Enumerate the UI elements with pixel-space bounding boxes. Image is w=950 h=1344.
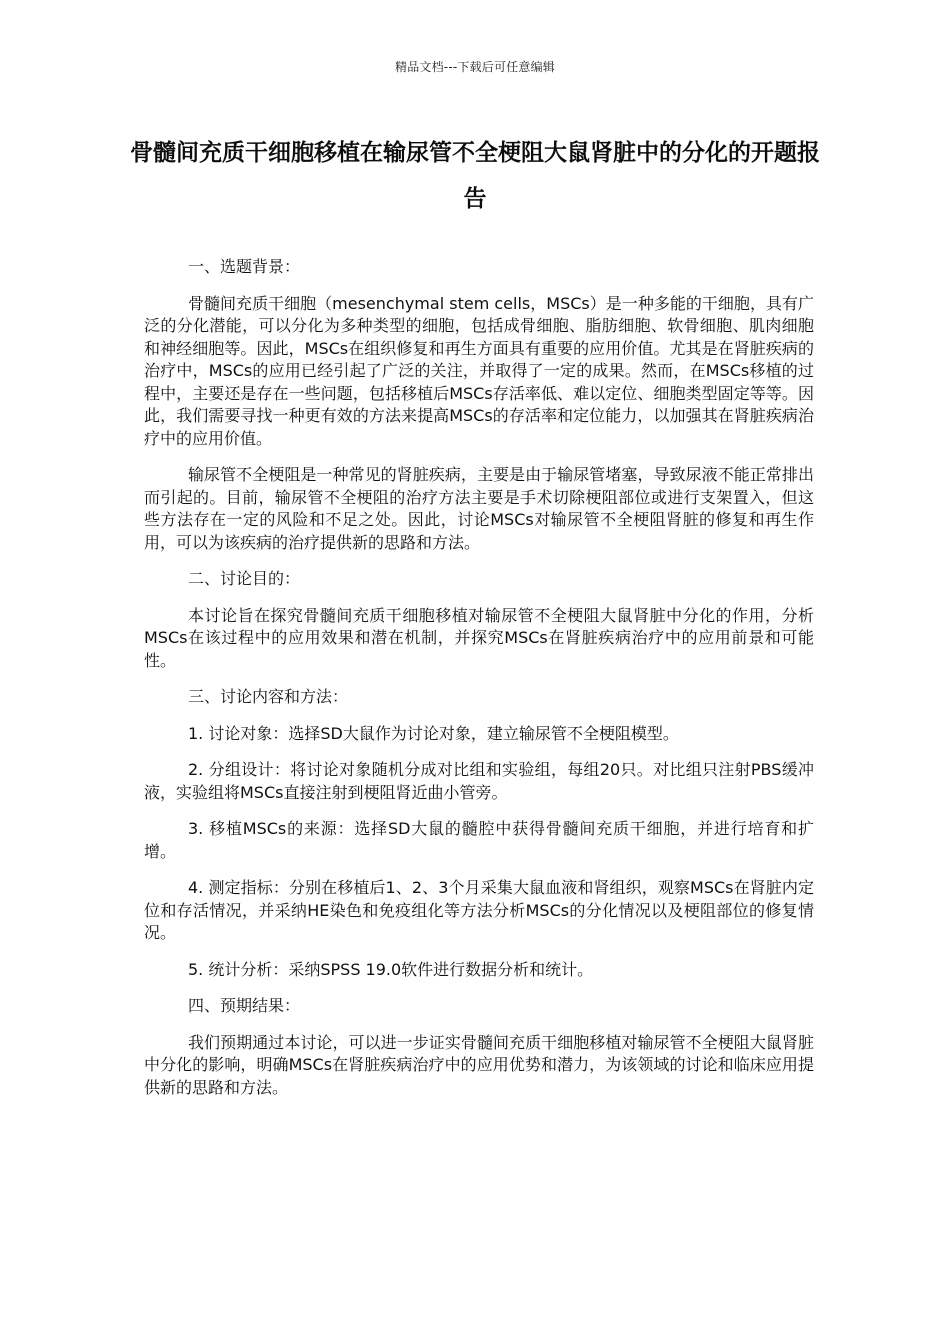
paragraph-results: 我们预期通过本讨论，可以进一步证实骨髓间充质干细胞移植对输尿管不全梗阻大鼠肾脏中分化的影响，明确MSCs在肾脏疾病治疗中的应用优势和潜力，为该领域的讨论和临床应用提供新的思路和方法。: [144, 1032, 814, 1097]
method-item-5: 5. 统计分析：采纳SPSS 19.0软件进行数据分析和统计。: [188, 959, 594, 979]
paragraph-background-2: 输尿管不全梗阻是一种常见的肾脏疾病，主要是由于输尿管堵塞，导致尿液不能正常排出而引起的。目前，输尿管不全梗阻的治疗方法主要是手术切除梗阻部位或进行支架置入，但这些方法存在一定的风险和不足之处。因此，讨论MSCs对输尿管不全梗阻肾脏的修复和再生作用，可以为该疾病的治疗提供新的思路和方法。: [144, 465, 814, 552]
document-body: [144, 256, 814, 1113]
paragraph-purpose: 本讨论旨在探究骨髓间充质干细胞移植对输尿管不全梗阻大鼠肾脏中分化的作用，分析MSCs在该过程中的应用效果和潜在机制，并探究MSCs在肾脏疾病治疗中的应用前景和可能性。: [144, 605, 814, 670]
section-heading-background: 一、选题背景：: [188, 257, 301, 276]
section-heading-results: 四、预期结果：: [188, 996, 301, 1015]
section-heading-purpose: 二、讨论目的：: [188, 569, 301, 588]
paragraph-background-1: 骨髓间充质干细胞（mesenchymal stem cells，MSCs）是一种多能的干细胞，具有广泛的分化潜能，可以分化为多种类型的细胞，包括成骨细胞、脂肪细胞、软骨细胞、肌肉细胞和神经细胞等。因此，MSCs在组织修复和再生方面具有重要的应用价值。尤其是在肾脏疾病的治疗中，MSCs的应用已经引起了广泛的关注，并取得了一定的成果。然而，在MSCs移植的过程中，主要还是存在一些问题，包括移植后MSCs存活率低、难以定位、细胞类型固定等等。因此，我们需要寻找一种更有效的方法来提高MSCs的存活率和定位能力，以加强其在肾脏疾病治疗中的应用价值。: [144, 293, 814, 448]
header-note: 精品文档---下载后可任意编辑: [395, 60, 555, 74]
method-item-2: 2. 分组设计：将讨论对象随机分成对比组和实验组，每组20只。对比组只注射PBS缓冲液，实验组将MSCs直接注射到梗阻肾近曲小管旁。: [144, 760, 814, 802]
section-heading-methods: 三、讨论内容和方法：: [188, 687, 349, 706]
document-title: 骨髓间充质干细胞移植在输尿管不全梗阻大鼠肾脏中的分化的开题报告: [130, 140, 820, 212]
method-item-1: 1. 讨论对象：选择SD大鼠作为讨论对象，建立输尿管不全梗阻模型。: [188, 723, 679, 743]
method-item-4: 4. 测定指标：分别在移植后1、2、3个月采集大鼠血液和肾组织，观察MSCs在肾脏内定位和存活情况，并采纳HE染色和免疫组化等方法分析MSCs的分化情况以及梗阻部位的修复情况。: [144, 878, 814, 942]
method-item-3: 3. 移植MSCs的来源：选择SD大鼠的髓腔中获得骨髓间充质干细胞，并进行培育和扩增。: [144, 819, 814, 861]
